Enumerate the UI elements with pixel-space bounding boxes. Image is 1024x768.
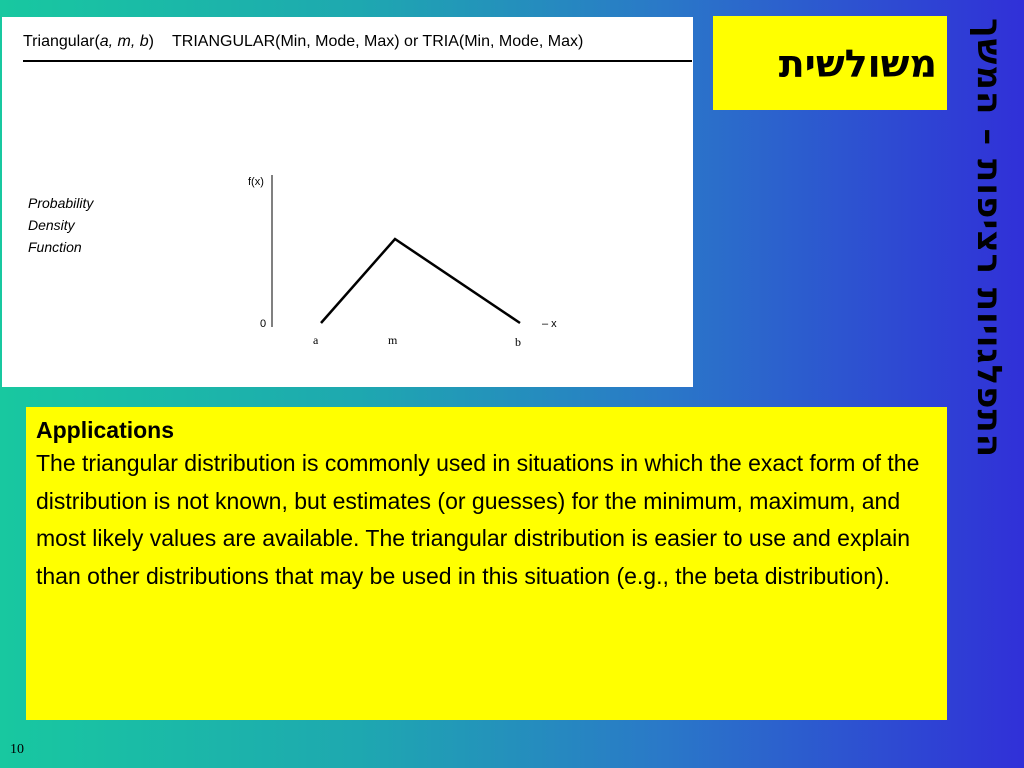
function-args: a, m, b <box>99 33 149 50</box>
triangular-figure <box>2 17 693 387</box>
applications-box <box>26 407 947 720</box>
point-label-b: b <box>515 335 521 349</box>
function-syntax: TRIANGULAR(Min, Mode, Max) or TRIA(Min, Mode, Max) <box>172 33 584 50</box>
pdf-plot <box>2 17 693 387</box>
point-label-m: m <box>388 333 398 347</box>
vertical-section-title: התפלגויות רציפות – המשך <box>969 18 1009 459</box>
applications-heading: Applications <box>36 417 175 443</box>
y-axis-label: f(x) <box>248 176 264 188</box>
pdf-label-line: Function <box>28 239 82 255</box>
slide-title-box <box>713 16 947 110</box>
applications-body: The triangular distribution is commonly used in situations in which the exact form of the distribution is not known, but estimates (or guesses) for the minimum, maximum, and most likely values are available. The triangular distribution is easier to use and explain than other distributions that may be used in this situation (e.g., the beta distribution). <box>36 450 920 589</box>
function-name: Triangular( <box>23 33 100 50</box>
point-label-a: a <box>313 333 319 347</box>
pdf-label-line: Probability <box>28 195 94 211</box>
density-line <box>321 239 520 323</box>
function-close: ) <box>148 33 154 50</box>
slide-number: 10 <box>10 742 24 757</box>
zero-label: 0 <box>260 318 267 330</box>
slide-title: משולשית <box>778 42 937 86</box>
x-axis-label: – x <box>542 318 557 330</box>
pdf-label-line: Density <box>28 217 75 233</box>
